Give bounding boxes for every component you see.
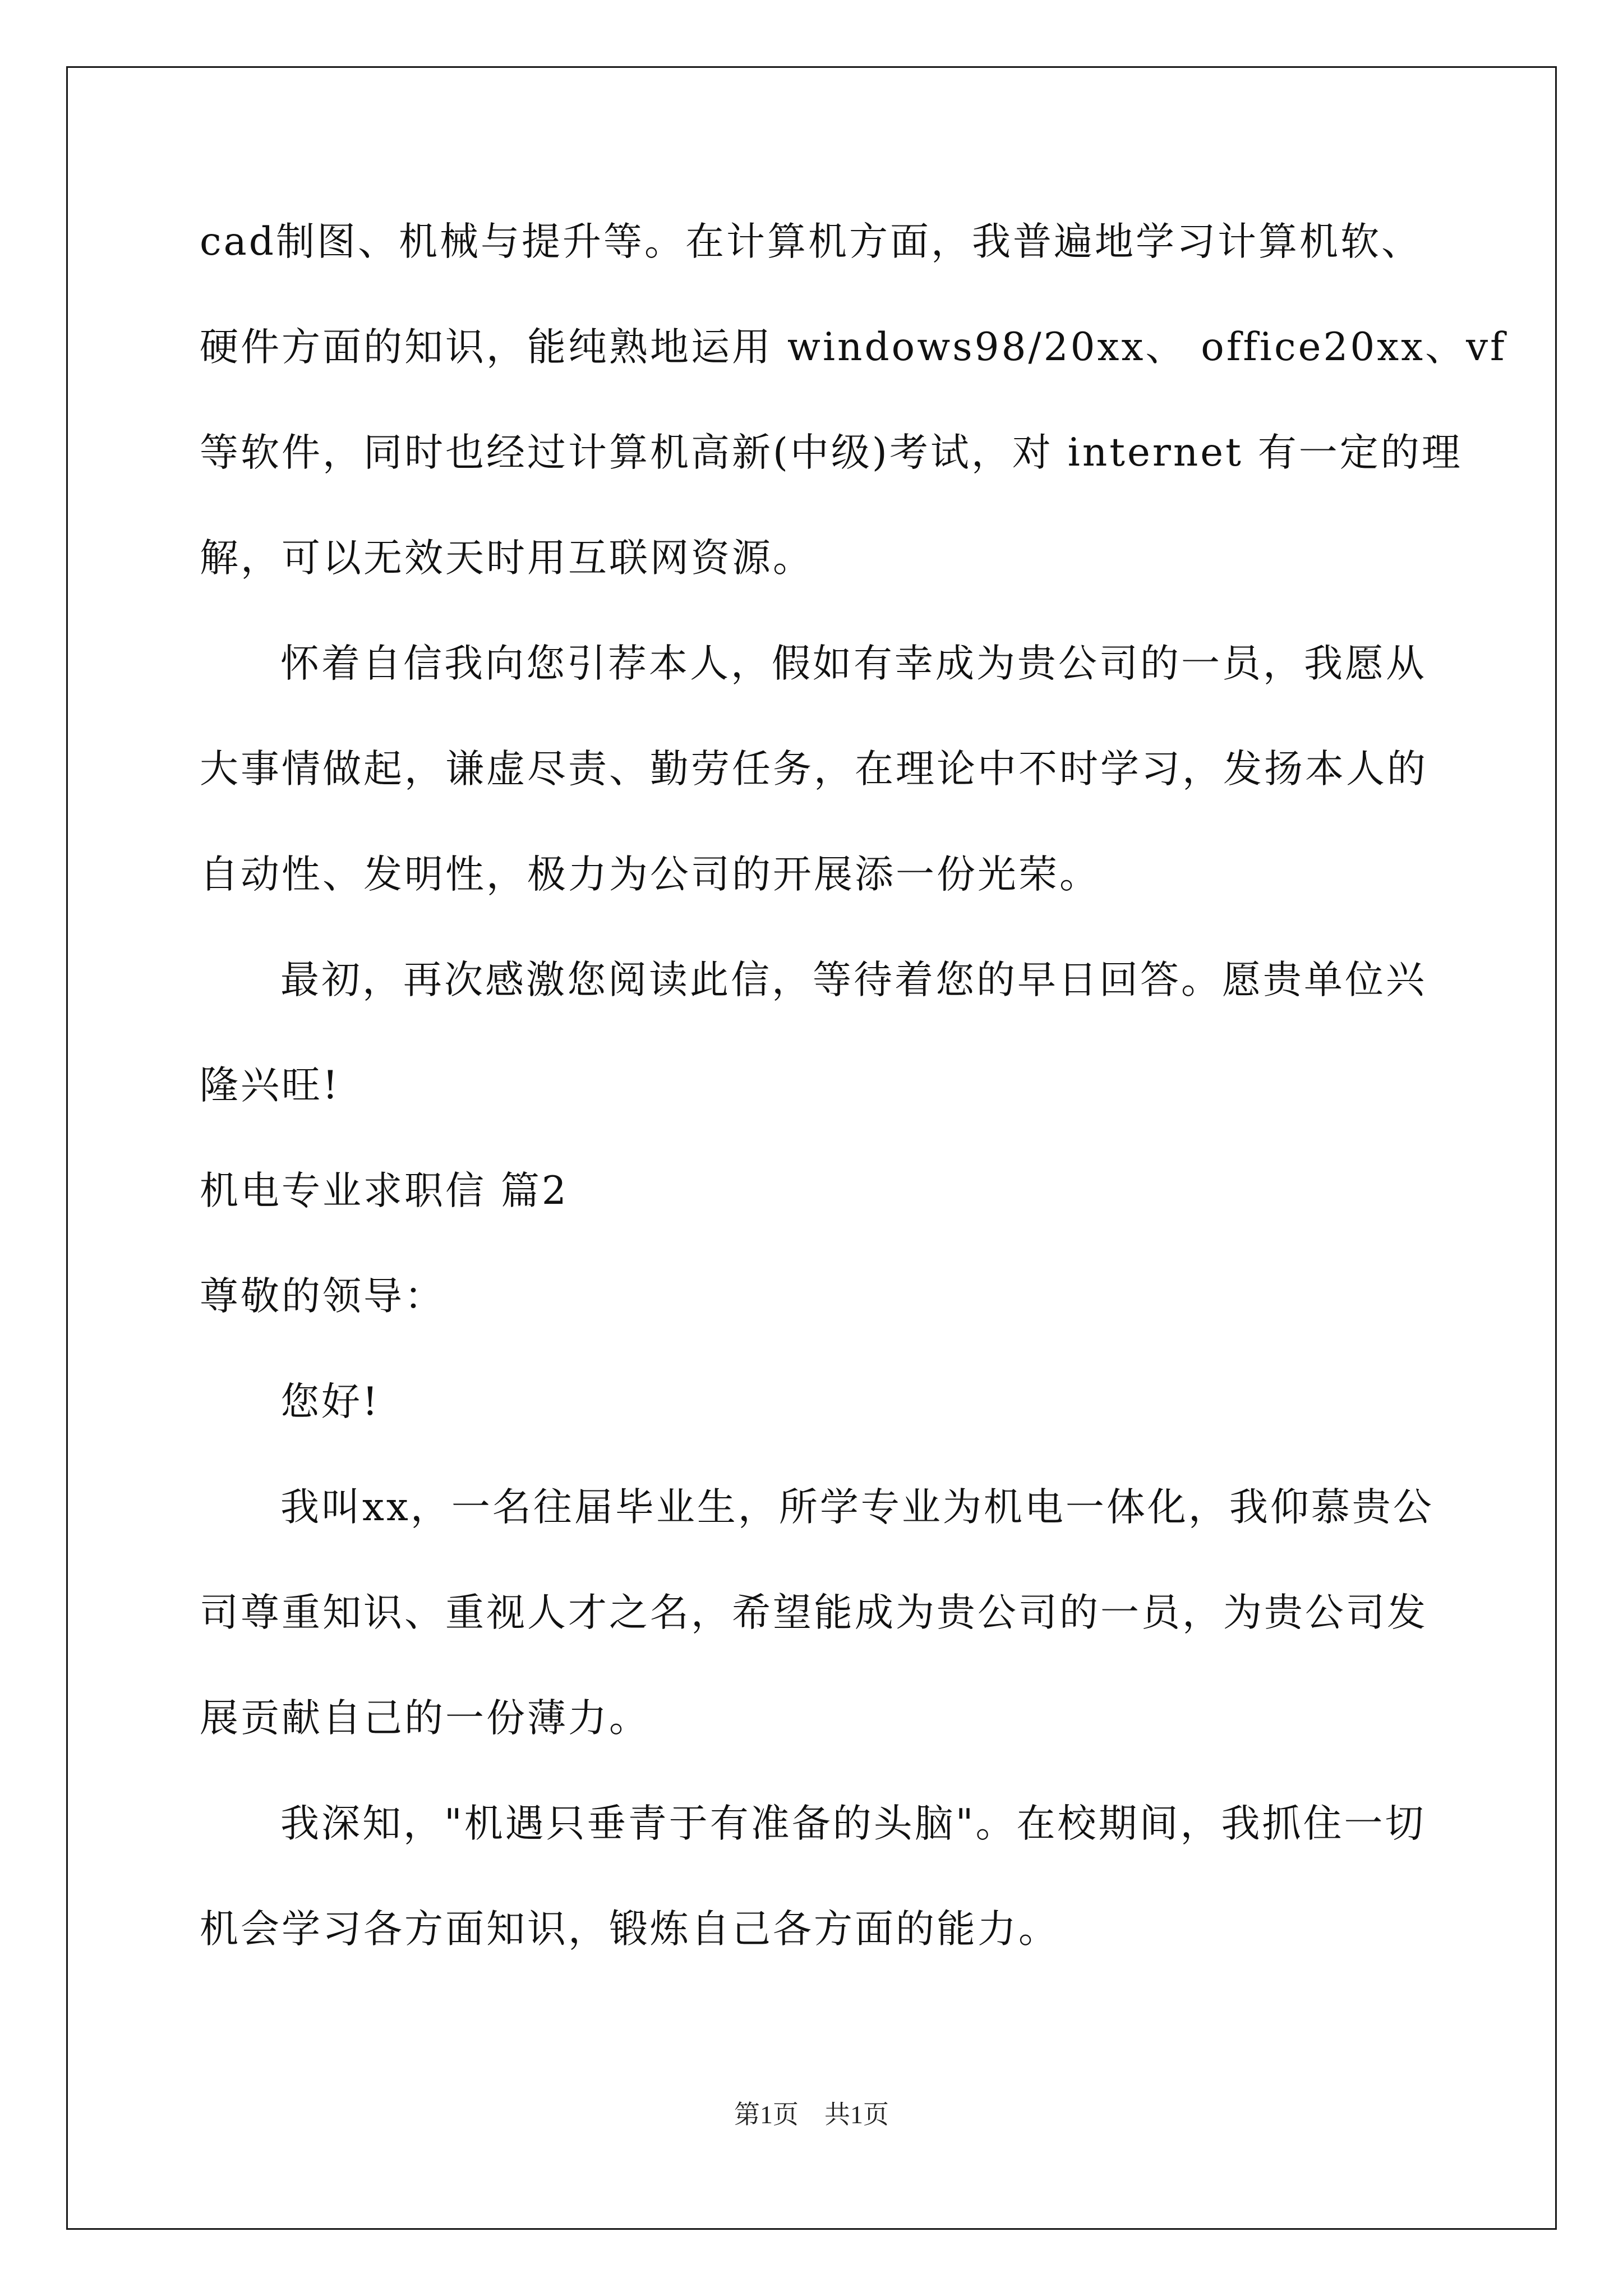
body-line: 我叫xx，一名往届毕业生，所学专业为机电一体化，我仰慕贵公 [280,1485,1434,1530]
body-line: 最初，再次感激您阅读此信，等待着您的早日回答。愿贵单位兴 [280,958,1427,1002]
body-line: 机会学习各方面知识，锻炼自己各方面的能力。 [200,1907,1059,1952]
body-line: 展贡献自己的一份薄力。 [200,1696,650,1741]
page-footer: 第1页 共1页 [734,2100,889,2129]
body-line: 硬件方面的知识，能纯熟地运用 windows98/20xx、 office20xx、vf [200,325,1507,370]
body-line: cad制图、机械与提升等。在计算机方面，我普遍地学习计算机软、 [200,219,1422,264]
body-line: 等软件，同时也经过计算机高新(中级)考试，对 internet 有一定的理 [200,430,1463,475]
body-line: 隆兴旺! [200,1063,340,1108]
greeting: 您好! [280,1379,380,1424]
body-line: 怀着自信我向您引荐本人，假如有幸成为贵公司的一员，我愿从 [280,641,1427,686]
body-line: 解，可以无效天时用互联网资源。 [200,536,814,581]
salutation: 尊敬的领导： [200,1274,445,1319]
document-body [200,216,1507,1955]
body-line: 我深知，"机遇只垂青于有准备的头脑"。在校期间，我抓住一切 [280,1801,1426,1846]
body-line: 司尊重知识、重视人才之名，希望能成为贵公司的一员，为贵公司发 [200,1590,1428,1635]
body-line: 大事情做起，谦虚尽责、勤劳任务，在理论中不时学习，发扬本人的 [200,747,1428,792]
section-heading: 机电专业求职信 篇2 [200,1168,569,1213]
body-line: 自动性、发明性，极力为公司的开展添一份光荣。 [200,852,1100,897]
